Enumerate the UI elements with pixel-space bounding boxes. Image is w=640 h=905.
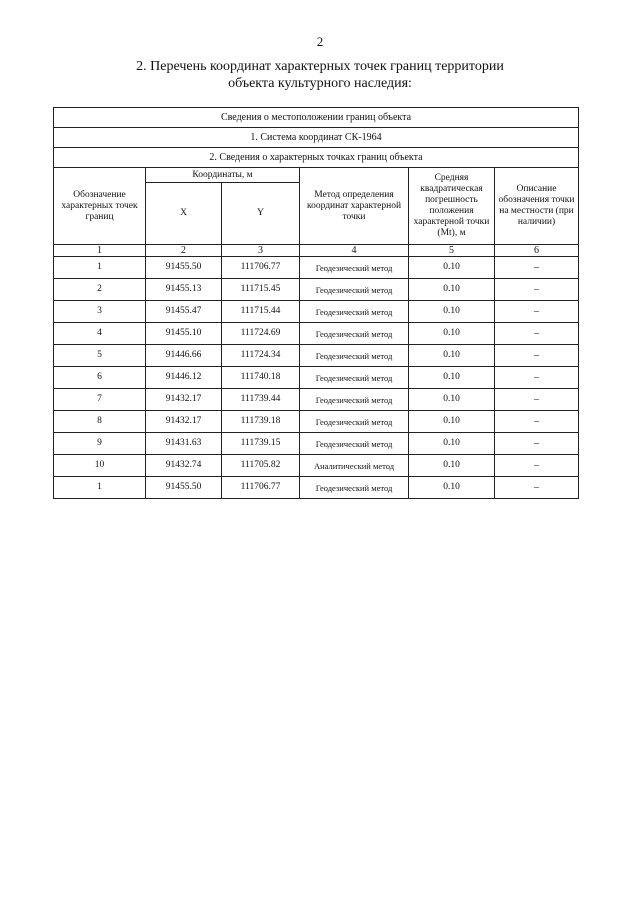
header-error: Средняя квадратическая погрешность положения характерной точки (Mt), м <box>409 168 495 245</box>
error-value: 0.10 <box>409 411 495 433</box>
point-designation: 6 <box>54 367 146 389</box>
error-value: 0.10 <box>409 323 495 345</box>
point-designation: 4 <box>54 323 146 345</box>
method: Геодезический метод <box>300 345 409 367</box>
error-value: 0.10 <box>409 257 495 279</box>
coordinate-y: 111715.45 <box>222 279 300 301</box>
point-designation: 2 <box>54 279 146 301</box>
table-row <box>54 301 579 323</box>
header-description: Описание обозначения точки на местности (при наличии) <box>495 168 579 245</box>
method: Геодезический метод <box>300 389 409 411</box>
column-number: 1 <box>54 245 146 257</box>
point-description: – <box>495 257 579 279</box>
table-row <box>54 367 579 389</box>
coordinate-x: 91455.13 <box>146 279 222 301</box>
point-description: – <box>495 433 579 455</box>
point-designation: 7 <box>54 389 146 411</box>
page-number: 2 <box>316 34 324 49</box>
method: Геодезический метод <box>300 477 409 499</box>
error-value: 0.10 <box>409 345 495 367</box>
coordinate-x: 91455.50 <box>146 257 222 279</box>
coordinate-y: 111740.18 <box>222 367 300 389</box>
heading-line-1: 2. Перечень координат характерных точек границ территории <box>136 59 504 74</box>
table-row <box>54 257 579 279</box>
coordinates-table <box>53 107 579 499</box>
column-number: 3 <box>222 245 300 257</box>
method: Геодезический метод <box>300 323 409 345</box>
point-designation: 9 <box>54 433 146 455</box>
coordinate-x: 91455.10 <box>146 323 222 345</box>
error-value: 0.10 <box>409 301 495 323</box>
coordinate-y: 111739.18 <box>222 411 300 433</box>
point-description: – <box>495 455 579 477</box>
point-designation: 10 <box>54 455 146 477</box>
coordinate-y: 111715.44 <box>222 301 300 323</box>
point-description: – <box>495 411 579 433</box>
header-method: Метод определения координат характерной точки <box>300 168 409 245</box>
coordinate-x: 91432.17 <box>146 411 222 433</box>
error-value: 0.10 <box>409 433 495 455</box>
table-row <box>54 455 579 477</box>
column-number: 2 <box>146 245 222 257</box>
error-value: 0.10 <box>409 455 495 477</box>
method: Геодезический метод <box>300 433 409 455</box>
table-row <box>54 433 579 455</box>
error-value: 0.10 <box>409 367 495 389</box>
point-description: – <box>495 279 579 301</box>
coordinate-x: 91446.66 <box>146 345 222 367</box>
table-row <box>54 279 579 301</box>
coordinate-y: 111706.77 <box>222 477 300 499</box>
point-designation: 8 <box>54 411 146 433</box>
column-number: 6 <box>495 245 579 257</box>
point-designation: 3 <box>54 301 146 323</box>
method: Геодезический метод <box>300 257 409 279</box>
method: Геодезический метод <box>300 301 409 323</box>
table-row <box>54 389 579 411</box>
point-description: – <box>495 389 579 411</box>
coordinate-x: 91432.17 <box>146 389 222 411</box>
table-row <box>54 477 579 499</box>
table-row <box>54 411 579 433</box>
method: Аналитический метод <box>300 455 409 477</box>
column-number: 4 <box>300 245 409 257</box>
column-number: 5 <box>409 245 495 257</box>
point-description: – <box>495 345 579 367</box>
point-designation: 1 <box>54 257 146 279</box>
coordinate-y: 111706.77 <box>222 257 300 279</box>
coordinate-x: 91431.63 <box>146 433 222 455</box>
header-coordinates: Координаты, м <box>146 168 300 183</box>
coordinate-x: 91455.50 <box>146 477 222 499</box>
point-description: – <box>495 323 579 345</box>
error-value: 0.10 <box>409 389 495 411</box>
table-row <box>54 345 579 367</box>
method: Геодезический метод <box>300 279 409 301</box>
coordinate-x: 91455.47 <box>146 301 222 323</box>
points-info: 2. Сведения о характерных точках границ объекта <box>54 148 579 168</box>
coordinate-y: 111739.15 <box>222 433 300 455</box>
table-title: Сведения о местоположении границ объекта <box>54 108 579 128</box>
error-value: 0.10 <box>409 477 495 499</box>
point-description: – <box>495 301 579 323</box>
coordinate-x: 91446.12 <box>146 367 222 389</box>
coordinate-system: 1. Система координат СК-1964 <box>54 128 579 148</box>
header-x: X <box>146 183 222 245</box>
coordinate-y: 111724.69 <box>222 323 300 345</box>
coordinate-y: 111739.44 <box>222 389 300 411</box>
coordinate-y: 111724.34 <box>222 345 300 367</box>
header-designation: Обозначение характерных точек границ <box>54 168 146 245</box>
coordinate-x: 91432.74 <box>146 455 222 477</box>
point-description: – <box>495 367 579 389</box>
coordinate-y: 111705.82 <box>222 455 300 477</box>
method: Геодезический метод <box>300 367 409 389</box>
table-row <box>54 323 579 345</box>
heading-line-2: объекта культурного наследия: <box>228 76 412 91</box>
point-description: – <box>495 477 579 499</box>
column-number-row <box>54 245 579 257</box>
document-heading <box>0 58 640 92</box>
point-designation: 1 <box>54 477 146 499</box>
error-value: 0.10 <box>409 279 495 301</box>
header-y: Y <box>222 183 300 245</box>
method: Геодезический метод <box>300 411 409 433</box>
point-designation: 5 <box>54 345 146 367</box>
